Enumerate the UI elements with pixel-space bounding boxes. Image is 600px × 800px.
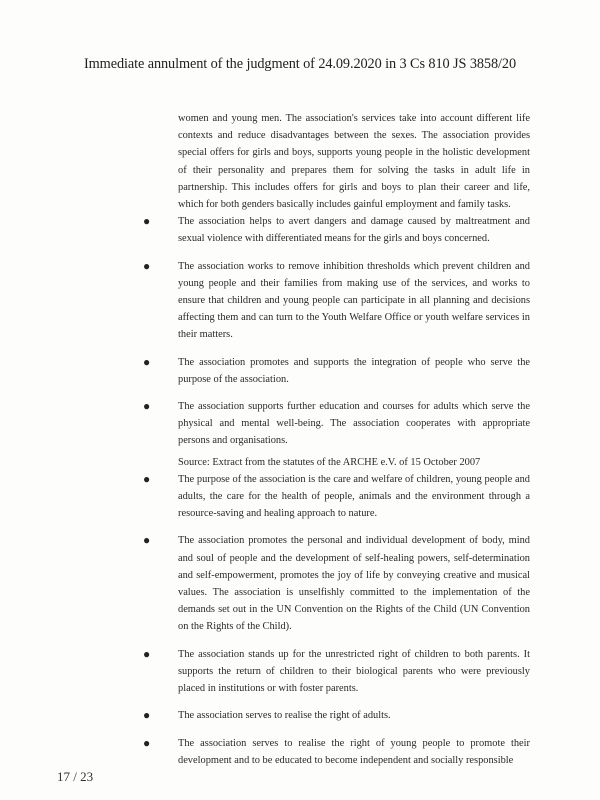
bullet-icon: ● [143,646,151,661]
list-item [143,354,530,388]
bullet-icon: ● [143,533,151,548]
bullet-icon: ● [143,708,151,723]
list-item [143,707,530,724]
list-item [143,258,530,344]
list-item-text: The association supports further education and courses for adults which serve the physical and mental well-being. The association cooperates with appropriate persons and organisations. [178,401,530,447]
list-item-text: The association promotes and supports the integration of people who serve the purpose of the association. [178,356,530,385]
list-item-text: The association helps to avert dangers and damage caused by maltreatment and sexual violence with differentiated means for the girls and boys concerned. [178,216,530,245]
list-item [143,398,530,450]
bullet-icon: ● [143,471,151,486]
list-item-text: The association promotes the personal and individual development of body, mind and soul of people and the development of self-healing powers, self-determination and self-empowerment, promotes the joy of life by conveying creative and musical values. The association is unselfishly committed to the implementation of the demands set out in the UN Convention on the Rights of the Child (UN Convention on the Rights of the Child). [178,535,530,633]
bullet-icon: ● [143,735,151,750]
list-item [143,735,530,769]
continuation-paragraph: women and young men. The association's services take into account different life contexts and reduce disadvantages between the sexes. The association provides special offers for girls and boys, supports young people in the holistic development of their personality and prepares them for solving the tasks in adult life in partnership. This includes offers for girls and boys to plan their career and life, which for both genders basically includes gainful employment and family tasks. [178,113,530,211]
list-item-text: The association stands up for the unrestricted right of children to both parents. It supports the return of children to their biological parents who were previously placed in institutions or with foster parents. [178,648,530,695]
list-item-text: The purpose of the association is the care and welfare of children, young people and adults, the care for the health of people, animals and the environment through a resource-saving and healing approach to nature. [178,473,530,520]
list-item-text: The association works to remove inhibition thresholds which prevent children and young people and their families from making use of the services, and works to ensure that children and young people can participate in all planning and decisions affecting them and can turn to the Youth Welfare Office or youth welfare services in their matters. [178,260,530,341]
page-header-title: Immediate annulment of the judgment of 24.09.2020 in 3 Cs 810 JS 3858/20 [84,56,516,72]
list-item [143,471,530,523]
list-item [143,532,530,635]
bullet-icon: ● [143,399,151,414]
page-number: 17 / 23 [57,769,94,784]
bullet-icon: ● [143,258,151,273]
bullet-icon: ● [143,354,151,369]
list-item-text: The association serves to realise the right of young people to promote their development and to be educated to become independent and socially responsible [178,737,530,766]
list-item [143,646,530,698]
bullet-icon: ● [143,214,151,229]
list-item [143,213,530,247]
document-body [143,110,530,779]
source-citation: Source: Extract from the statutes of the ARCHE e.V. of 15 October 2007 [178,456,481,468]
list-item-text: The association serves to realise the right of adults. [178,710,391,722]
